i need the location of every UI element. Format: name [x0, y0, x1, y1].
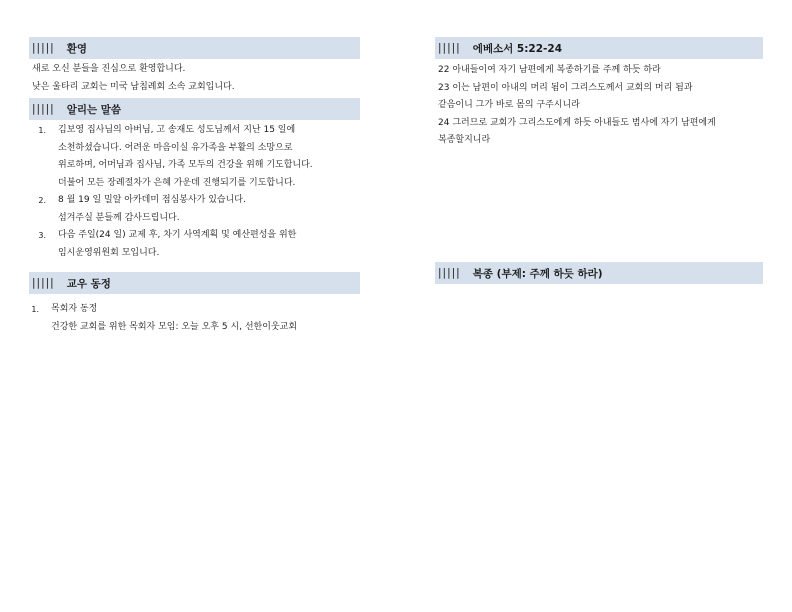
member-item — [29, 301, 360, 336]
scripture-line: 복종할지니라 — [438, 135, 491, 145]
scripture-line: 같음이니 그가 바로 몸의 구주시니라 — [438, 100, 580, 110]
notice-number: 3. — [38, 231, 46, 240]
welcome-text — [29, 61, 360, 96]
notice-item — [29, 122, 360, 192]
members-header — [29, 272, 360, 294]
header-bars: ||||| — [438, 267, 461, 279]
notice-line: 소천하셨습니다. 어려운 마음이실 유가족을 부활의 소망으로 — [58, 142, 293, 153]
sermon-header — [435, 262, 763, 284]
scripture-title: 에베소서 5:22-24 — [472, 42, 563, 55]
welcome-header — [29, 37, 360, 59]
scripture-header — [435, 37, 763, 59]
notice-line: 임시운영위원회 모입니다. — [58, 247, 160, 258]
notices-title: 알리는 말씀 — [66, 103, 122, 116]
scripture-text — [435, 62, 763, 150]
right-column — [435, 37, 763, 280]
member-number: 1. — [31, 305, 39, 314]
notice-line: 더불어 모든 장례절차가 은혜 가운데 진행되기를 기도합니다. — [58, 177, 296, 188]
notice-item — [29, 192, 360, 227]
notice-line: 다음 주일(24 일) 교제 후, 차기 사역계획 및 예산편성을 위한 — [58, 230, 297, 240]
notice-line: 김보영 집사님의 아버님, 고 송재도 성도님께서 지난 15 일에 — [58, 125, 296, 135]
welcome-title: 환영 — [66, 42, 87, 55]
notice-line: 위로하며, 어머님과 집사님, 가족 모두의 건강을 위해 기도합니다. — [58, 160, 313, 170]
welcome-line: 낮은 울타리 교회는 미국 남침례회 소속 교회입니다. — [32, 81, 235, 92]
member-line: 건강한 교회를 위한 목회자 모임: 오늘 오후 5 시, 선한이웃교회 — [51, 321, 298, 332]
header-bars: ||||| — [32, 42, 55, 54]
notice-line: 섬겨주실 분들께 감사드립니다. — [58, 212, 180, 223]
members-list — [29, 301, 360, 336]
header-bars: ||||| — [32, 277, 55, 289]
left-column — [29, 37, 360, 336]
scripture-line: 22 아내들이여 자기 남편에게 복종하기를 주께 하듯 하라 — [438, 65, 661, 75]
members-title: 교우 동정 — [66, 277, 111, 290]
scripture-line: 23 이는 남편이 아내의 머리 됨이 그리스도께서 교회의 머리 됨과 — [438, 82, 693, 93]
welcome-line: 새로 오신 분들을 진심으로 환영합니다. — [32, 64, 186, 74]
header-bars: ||||| — [438, 42, 461, 54]
member-line: 목회자 동정 — [51, 304, 98, 314]
notices-list — [29, 122, 360, 262]
header-bars: ||||| — [32, 103, 55, 115]
sermon-title: 복종 (부제: 주께 하듯 하라) — [472, 267, 603, 280]
notice-number: 2. — [38, 196, 46, 205]
scripture-line: 24 그러므로 교회가 그리스도에게 하듯 아내들도 범사에 자기 남편에게 — [438, 117, 716, 128]
notices-header — [29, 98, 360, 120]
notice-number: 1. — [38, 126, 46, 135]
notice-item — [29, 227, 360, 262]
notice-line: 8 월 19 일 밀알 아카데미 점심봉사가 있습니다. — [58, 195, 246, 205]
